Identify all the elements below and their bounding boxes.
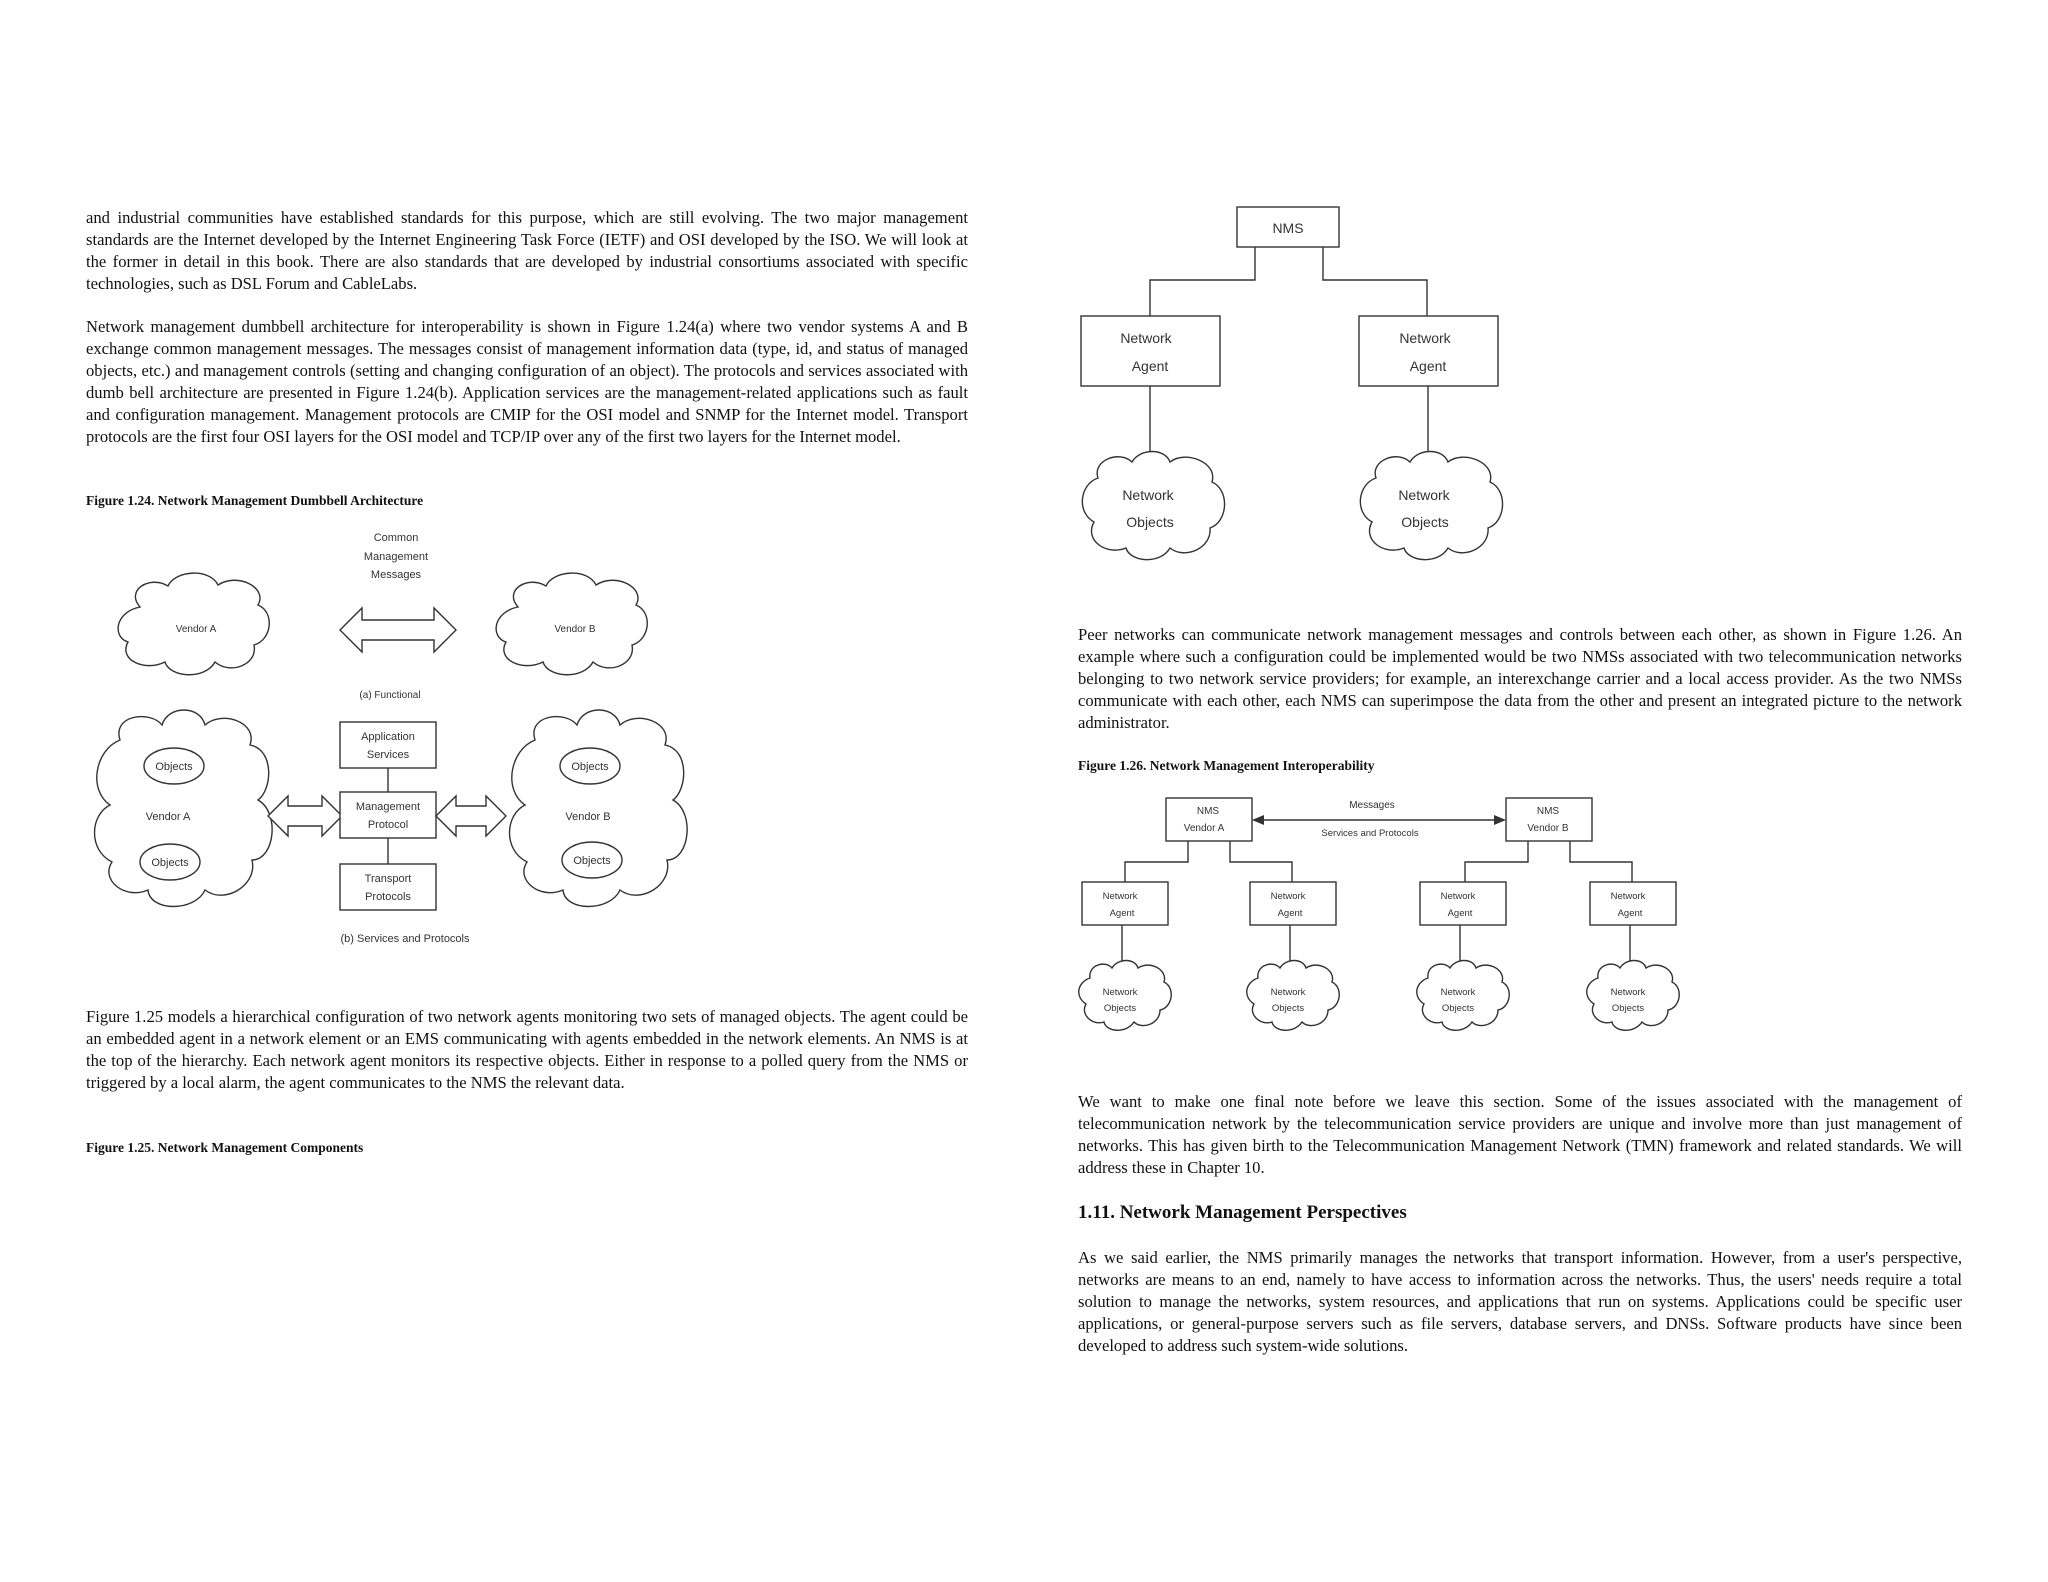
transport-protocols-label: Transport — [364, 873, 412, 885]
figure-1-26-caption: Figure 1.26. Network Management Interoperability — [1078, 758, 1375, 773]
network-agent-2-label: Network — [1270, 891, 1306, 902]
network-objects-left-label: Network — [1122, 487, 1174, 503]
vendor-a-label: Vendor A — [145, 811, 191, 823]
objects-a-2-label: Objects — [151, 857, 189, 869]
network-objects-2-label-2: Objects — [1271, 1003, 1305, 1014]
nms-vendor-a-label-2: Vendor A — [1183, 823, 1225, 834]
objects-b-2-label: Objects — [573, 855, 611, 867]
network-agent-3-label-2: Agent — [1447, 908, 1473, 919]
management-protocol-label: Management — [355, 801, 421, 813]
nms-vendor-a-label: NMS — [1196, 806, 1220, 817]
figure-1-24-caption: Figure 1.24. Network Management Dumbbell Architecture — [86, 493, 424, 508]
left-paragraph-1: and industrial communities have established standards for this purpose, which are still evolving. The two major management standards are the Internet developed by the Internet Engineering Task Force (IETF) and OSI developed by the ISO. We will look at the former in detail in this book. There are also standards that are developed by industrial consortiums associated with specific technologies, such as DSL Forum and CableLabs. — [86, 208, 968, 293]
network-objects-right-label-2: Objects — [1401, 514, 1449, 530]
network-agent-left-label-2: Agent — [1131, 358, 1169, 374]
network-objects-right-label: Network — [1398, 487, 1450, 503]
left-paragraph-3: Figure 1.25 models a hierarchical configuration of two network agents monitoring two sets of managed objects. The agent could be an embedded agent in a network element or an EMS communicating with agents embedded in the network elements. An NMS is at the top of the hierarchy. Each network agent monitors its respective objects. Either in response to a polled query from the NMS or triggered by a local alarm, the agent communicates to the NMS the relevant data. — [86, 1007, 968, 1092]
application-services-label: Application — [361, 731, 415, 743]
services-protocols-label: (b) Services and Protocols — [340, 933, 470, 945]
common-messages-label-3: Messages — [370, 569, 422, 581]
network-agent-3-label: Network — [1440, 891, 1476, 902]
left-double-arrow-icon — [268, 796, 342, 836]
network-agent-4-label-2: Agent — [1617, 908, 1643, 919]
network-agent-right-label-2: Agent — [1409, 358, 1447, 374]
network-objects-left-label-2: Objects — [1126, 514, 1174, 530]
vendor-b-top-label: Vendor B — [554, 624, 596, 635]
nms-vendor-b-label: NMS — [1536, 806, 1560, 817]
arrow-left-icon — [1252, 815, 1264, 825]
network-objects-3-label-2: Objects — [1441, 1003, 1475, 1014]
application-services-label-2: Services — [366, 749, 410, 761]
figure-1-25-caption: Figure 1.25. Network Management Components — [86, 1140, 364, 1155]
management-protocol-box — [340, 792, 436, 838]
transport-protocols-box — [340, 864, 436, 910]
common-messages-label: Common — [373, 532, 419, 544]
nms-label: NMS — [1272, 220, 1304, 236]
network-objects-2-label: Network — [1270, 987, 1306, 998]
figure-1-26 — [1070, 790, 1690, 1050]
network-objects-1-label: Network — [1102, 987, 1138, 998]
network-objects-4-label-2: Objects — [1611, 1003, 1645, 1014]
network-objects-4-label: Network — [1610, 987, 1646, 998]
nms-vendor-a-box — [1166, 798, 1252, 841]
network-objects-left-cloud — [1082, 452, 1224, 560]
management-protocol-label-2: Protocol — [367, 819, 409, 831]
double-arrow-icon — [340, 608, 456, 652]
right-paragraph-1: Peer networks can communicate network management messages and controls between each other, as shown in Figure 1.26. An example where such a configuration could be implemented would be two NMSs associated with two telecommunication networks belonging to two network service providers; for example, an interexchange carrier and a local access provider. As the two NMSs communicate with each other, each NMS can superimpose the data from the other and present an integrated picture to the network administrator. — [1078, 625, 1962, 732]
network-agent-right-label: Network — [1399, 330, 1451, 346]
services-protocols-label: Services and Protocols — [1321, 828, 1419, 839]
vendor-a-top-label: Vendor A — [175, 624, 217, 635]
right-double-arrow-icon — [436, 796, 506, 836]
agent-group — [1082, 882, 1676, 925]
network-agent-left-label: Network — [1120, 330, 1172, 346]
objects-a-1-label: Objects — [155, 761, 193, 773]
common-messages-label-2: Management — [363, 551, 429, 563]
left-paragraph-2: Network management dumbbell architecture for interoperability is shown in Figure 1.24(a) where two vendor systems A and B exchange common management messages. The messages consist of management information data (type, id, and status of managed objects, etc.) and management controls (setting and changing configuration of an object). The protocols and services associated with dumb bell architecture are presented in Figure 1.24(b). Application services are the management-related applications such as fault and configuration management. Management protocols are CMIP for the OSI model and SNMP for the Internet model. Transport protocols are the first four OSI layers for the OSI model and TCP/IP over any of the first two layers for the Internet model. — [86, 317, 968, 446]
application-services-box — [340, 722, 436, 768]
network-objects-right-cloud — [1360, 452, 1502, 560]
messages-label: Messages — [1349, 800, 1395, 811]
figure-1-25 — [1070, 195, 1530, 575]
network-agent-right-box — [1359, 316, 1498, 386]
nms-vendor-b-box — [1506, 798, 1592, 841]
objects-b-1-label: Objects — [571, 761, 609, 773]
transport-protocols-label-2: Protocols — [365, 891, 411, 903]
right-paragraph-2: We want to make one final note before we leave this section. Some of the issues associated with the management of telecommunication network by the telecommunication service providers are unique and involve more than just management of networks. This has given birth to the Telecommunication Management Network (TMN) framework and related standards. We will address these in Chapter 10. — [1078, 1092, 1962, 1177]
network-agent-4-label: Network — [1610, 891, 1646, 902]
vendor-b-label: Vendor B — [565, 811, 611, 823]
nms-vendor-b-label-2: Vendor B — [1527, 823, 1569, 834]
network-agent-1-label: Network — [1102, 891, 1138, 902]
figure-1-24 — [60, 520, 760, 980]
arrow-right-icon — [1494, 815, 1506, 825]
functional-label: (a) Functional — [359, 690, 421, 701]
figure-1-24-diagram — [0, 0, 700, 460]
network-agent-left-box — [1081, 316, 1220, 386]
network-agent-1-label-2: Agent — [1109, 908, 1135, 919]
network-objects-3-label: Network — [1440, 987, 1476, 998]
network-agent-2-label-2: Agent — [1277, 908, 1303, 919]
right-paragraph-3: As we said earlier, the NMS primarily manages the networks that transport information. However, from a user's perspective, networks are means to an end, namely to have access to information across the networks. Thus, the users' needs require a total solution to manage the networks, system resources, and applications that run on systems. Applications could be specific user applications, or general-purpose servers such as file servers, database servers, and DNSs. Software products have since been developed to address such system-wide solutions. — [1078, 1248, 1962, 1355]
network-objects-1-label-2: Objects — [1103, 1003, 1137, 1014]
section-heading: 1.11. Network Management Perspectives — [1078, 1202, 1407, 1223]
